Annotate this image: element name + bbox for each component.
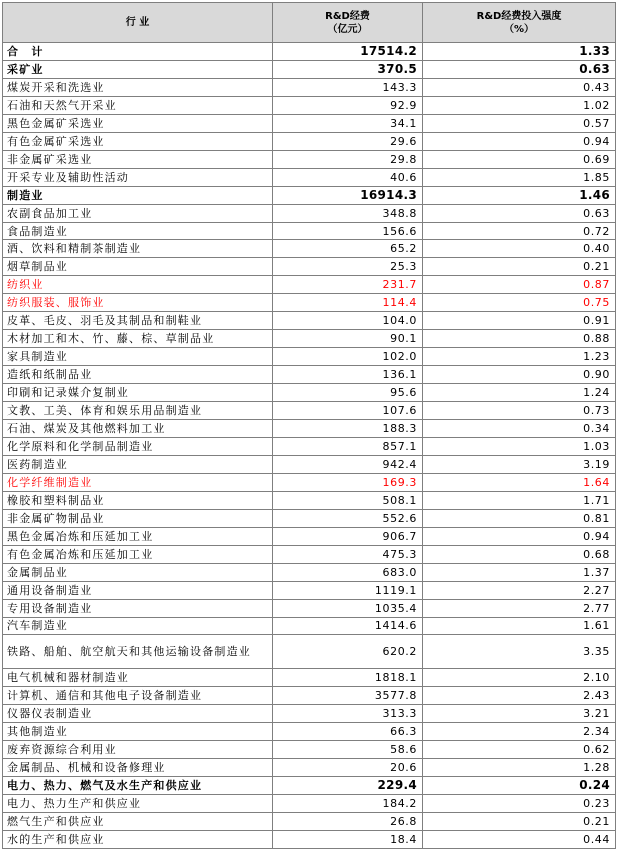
rd-intensity-cell: 1.23 (423, 348, 616, 366)
rd-expenditure-cell: 508.1 (273, 491, 423, 509)
industry-cell: 废弃资源综合利用业 (3, 741, 273, 759)
industry-cell: 化学纤维制造业 (3, 473, 273, 491)
industry-cell: 家具制造业 (3, 348, 273, 366)
rd-expenditure-cell: 102.0 (273, 348, 423, 366)
table-row (3, 114, 616, 132)
rd-intensity-cell: 0.94 (423, 132, 616, 150)
table-row (3, 96, 616, 114)
rd-intensity-cell: 2.43 (423, 687, 616, 705)
industry-cell: 制造业 (3, 186, 273, 204)
industry-cell: 皮革、毛皮、羽毛及其制品和制鞋业 (3, 312, 273, 330)
rd-intensity-cell: 0.90 (423, 366, 616, 384)
table-row (3, 402, 616, 420)
rd-intensity-cell: 2.34 (423, 723, 616, 741)
rd-intensity-cell: 0.94 (423, 527, 616, 545)
industry-cell: 木材加工和木、竹、藤、棕、草制品业 (3, 330, 273, 348)
rd-expenditure-cell: 1035.4 (273, 599, 423, 617)
table-row (3, 599, 616, 617)
table-row (3, 527, 616, 545)
rd-expenditure-cell: 65.2 (273, 240, 423, 258)
table-row (3, 420, 616, 438)
industry-cell: 电气机械和器材制造业 (3, 669, 273, 687)
industry-cell: 有色金属冶炼和压延加工业 (3, 545, 273, 563)
rd-expenditure-cell: 18.4 (273, 831, 423, 849)
industry-cell: 烟草制品业 (3, 258, 273, 276)
rd-expenditure-cell: 169.3 (273, 473, 423, 491)
table-row (3, 294, 616, 312)
industry-cell: 仪器仪表制造业 (3, 705, 273, 723)
table-row (3, 384, 616, 402)
industry-cell: 纺织业 (3, 276, 273, 294)
rd-expenditure-cell: 942.4 (273, 455, 423, 473)
industry-cell: 电力、热力、燃气及水生产和供应业 (3, 777, 273, 795)
rd-expenditure-cell: 58.6 (273, 741, 423, 759)
rd-intensity-cell: 0.91 (423, 312, 616, 330)
header-rd-line2: （亿元） (327, 23, 368, 35)
rd-expenditure-cell: 104.0 (273, 312, 423, 330)
rd-intensity-cell: 1.28 (423, 759, 616, 777)
header-rd-expenditure (273, 3, 423, 43)
rd-intensity-cell: 0.44 (423, 831, 616, 849)
rd-intensity-cell: 1.24 (423, 384, 616, 402)
rd-table-container (2, 2, 616, 849)
rd-expenditure-cell: 26.8 (273, 813, 423, 831)
rd-intensity-cell: 0.88 (423, 330, 616, 348)
rd-intensity-cell: 0.21 (423, 813, 616, 831)
rd-intensity-cell: 2.10 (423, 669, 616, 687)
industry-cell: 水的生产和供应业 (3, 831, 273, 849)
rd-intensity-cell: 0.57 (423, 114, 616, 132)
table-row (3, 741, 616, 759)
rd-intensity-cell: 0.81 (423, 509, 616, 527)
table-row (3, 687, 616, 705)
rd-intensity-cell: 0.63 (423, 60, 616, 78)
industry-cell: 纺织服装、服饰业 (3, 294, 273, 312)
table-row (3, 168, 616, 186)
table-row (3, 330, 616, 348)
industry-cell: 酒、饮料和精制茶制造业 (3, 240, 273, 258)
table-row (3, 150, 616, 168)
header-intensity-line1: R&D经费投入强度 (476, 10, 562, 22)
industry-cell: 食品制造业 (3, 222, 273, 240)
rd-expenditure-cell: 906.7 (273, 527, 423, 545)
rd-intensity-cell: 1.85 (423, 168, 616, 186)
industry-cell: 煤炭开采和洗选业 (3, 78, 273, 96)
rd-intensity-cell: 0.34 (423, 420, 616, 438)
rd-expenditure-cell: 1119.1 (273, 581, 423, 599)
rd-expenditure-table (2, 2, 616, 849)
rd-intensity-cell: 1.46 (423, 186, 616, 204)
rd-expenditure-cell: 107.6 (273, 402, 423, 420)
rd-intensity-cell: 0.63 (423, 204, 616, 222)
industry-cell: 医药制造业 (3, 455, 273, 473)
rd-expenditure-cell: 29.6 (273, 132, 423, 150)
rd-expenditure-cell: 156.6 (273, 222, 423, 240)
rd-intensity-cell: 0.69 (423, 150, 616, 168)
table-row (3, 759, 616, 777)
rd-intensity-cell: 0.75 (423, 294, 616, 312)
table-row (3, 581, 616, 599)
table-row (3, 473, 616, 491)
rd-expenditure-cell: 136.1 (273, 366, 423, 384)
table-row (3, 545, 616, 563)
header-rd-line1: R&D经费 (325, 10, 370, 22)
rd-expenditure-cell: 552.6 (273, 509, 423, 527)
industry-cell: 通用设备制造业 (3, 581, 273, 599)
industry-cell: 造纸和纸制品业 (3, 366, 273, 384)
table-row (3, 258, 616, 276)
rd-expenditure-cell: 34.1 (273, 114, 423, 132)
table-body (3, 43, 616, 849)
rd-expenditure-cell: 16914.3 (273, 186, 423, 204)
industry-cell: 其他制造业 (3, 723, 273, 741)
industry-cell: 文教、工美、体育和娱乐用品制造业 (3, 402, 273, 420)
rd-expenditure-cell: 40.6 (273, 168, 423, 186)
table-row (3, 43, 616, 61)
industry-cell: 铁路、船舶、航空航天和其他运输设备制造业 (3, 635, 273, 669)
rd-expenditure-cell: 620.2 (273, 635, 423, 669)
rd-intensity-cell: 0.73 (423, 402, 616, 420)
header-industry-label: 行 业 (125, 17, 150, 28)
industry-cell: 采矿业 (3, 60, 273, 78)
table-row (3, 348, 616, 366)
table-row (3, 777, 616, 795)
rd-intensity-cell: 2.27 (423, 581, 616, 599)
header-rd-intensity (423, 3, 616, 43)
industry-cell: 石油和天然气开采业 (3, 96, 273, 114)
rd-expenditure-cell: 857.1 (273, 437, 423, 455)
industry-cell: 金属制品业 (3, 563, 273, 581)
rd-intensity-cell: 1.03 (423, 437, 616, 455)
industry-cell: 化学原料和化学制品制造业 (3, 437, 273, 455)
rd-expenditure-cell: 20.6 (273, 759, 423, 777)
rd-intensity-cell: 1.33 (423, 43, 616, 61)
rd-expenditure-cell: 231.7 (273, 276, 423, 294)
rd-intensity-cell: 1.02 (423, 96, 616, 114)
industry-cell: 石油、煤炭及其他燃料加工业 (3, 420, 273, 438)
table-row (3, 723, 616, 741)
industry-cell: 非金属矿物制品业 (3, 509, 273, 527)
table-row (3, 222, 616, 240)
table-row (3, 455, 616, 473)
industry-cell: 计算机、通信和其他电子设备制造业 (3, 687, 273, 705)
rd-intensity-cell: 2.77 (423, 599, 616, 617)
rd-intensity-cell: 1.64 (423, 473, 616, 491)
rd-intensity-cell: 3.35 (423, 635, 616, 669)
rd-expenditure-cell: 95.6 (273, 384, 423, 402)
table-row (3, 635, 616, 669)
rd-intensity-cell: 0.72 (423, 222, 616, 240)
table-row (3, 204, 616, 222)
rd-expenditure-cell: 683.0 (273, 563, 423, 581)
rd-intensity-cell: 0.21 (423, 258, 616, 276)
industry-cell: 橡胶和塑料制品业 (3, 491, 273, 509)
rd-expenditure-cell: 188.3 (273, 420, 423, 438)
rd-expenditure-cell: 114.4 (273, 294, 423, 312)
rd-intensity-cell: 3.21 (423, 705, 616, 723)
rd-expenditure-cell: 229.4 (273, 777, 423, 795)
table-row (3, 617, 616, 635)
rd-intensity-cell: 1.37 (423, 563, 616, 581)
industry-cell: 开采专业及辅助性活动 (3, 168, 273, 186)
table-row (3, 276, 616, 294)
rd-intensity-cell: 0.68 (423, 545, 616, 563)
table-row (3, 312, 616, 330)
table-row (3, 437, 616, 455)
rd-expenditure-cell: 184.2 (273, 795, 423, 813)
rd-expenditure-cell: 3577.8 (273, 687, 423, 705)
rd-intensity-cell: 1.61 (423, 617, 616, 635)
rd-expenditure-cell: 313.3 (273, 705, 423, 723)
table-row (3, 705, 616, 723)
rd-expenditure-cell: 370.5 (273, 60, 423, 78)
industry-cell: 黑色金属冶炼和压延加工业 (3, 527, 273, 545)
rd-intensity-cell: 0.62 (423, 741, 616, 759)
industry-cell: 合 计 (3, 43, 273, 61)
rd-intensity-cell: 0.40 (423, 240, 616, 258)
rd-expenditure-cell: 475.3 (273, 545, 423, 563)
header-intensity-line2: （%） (503, 23, 535, 35)
industry-cell: 黑色金属矿采选业 (3, 114, 273, 132)
rd-expenditure-cell: 92.9 (273, 96, 423, 114)
rd-expenditure-cell: 143.3 (273, 78, 423, 96)
table-row (3, 366, 616, 384)
rd-intensity-cell: 0.23 (423, 795, 616, 813)
rd-intensity-cell: 1.71 (423, 491, 616, 509)
table-row (3, 813, 616, 831)
industry-cell: 专用设备制造业 (3, 599, 273, 617)
rd-expenditure-cell: 90.1 (273, 330, 423, 348)
table-row (3, 132, 616, 150)
header-industry (3, 3, 273, 43)
rd-expenditure-cell: 1818.1 (273, 669, 423, 687)
table-row (3, 240, 616, 258)
table-row (3, 831, 616, 849)
industry-cell: 燃气生产和供应业 (3, 813, 273, 831)
table-row (3, 60, 616, 78)
industry-cell: 农副食品加工业 (3, 204, 273, 222)
rd-intensity-cell: 0.24 (423, 777, 616, 795)
rd-expenditure-cell: 17514.2 (273, 43, 423, 61)
rd-expenditure-cell: 29.8 (273, 150, 423, 168)
industry-cell: 非金属矿采选业 (3, 150, 273, 168)
table-row (3, 509, 616, 527)
rd-intensity-cell: 0.87 (423, 276, 616, 294)
industry-cell: 金属制品、机械和设备修理业 (3, 759, 273, 777)
table-row (3, 563, 616, 581)
rd-intensity-cell: 0.43 (423, 78, 616, 96)
rd-expenditure-cell: 66.3 (273, 723, 423, 741)
rd-expenditure-cell: 1414.6 (273, 617, 423, 635)
table-row (3, 795, 616, 813)
table-row (3, 669, 616, 687)
rd-expenditure-cell: 348.8 (273, 204, 423, 222)
industry-cell: 电力、热力生产和供应业 (3, 795, 273, 813)
rd-intensity-cell: 3.19 (423, 455, 616, 473)
header-row (3, 3, 616, 43)
rd-expenditure-cell: 25.3 (273, 258, 423, 276)
table-row (3, 491, 616, 509)
table-row (3, 78, 616, 96)
table-row (3, 186, 616, 204)
industry-cell: 汽车制造业 (3, 617, 273, 635)
industry-cell: 有色金属矿采选业 (3, 132, 273, 150)
industry-cell: 印刷和记录媒介复制业 (3, 384, 273, 402)
